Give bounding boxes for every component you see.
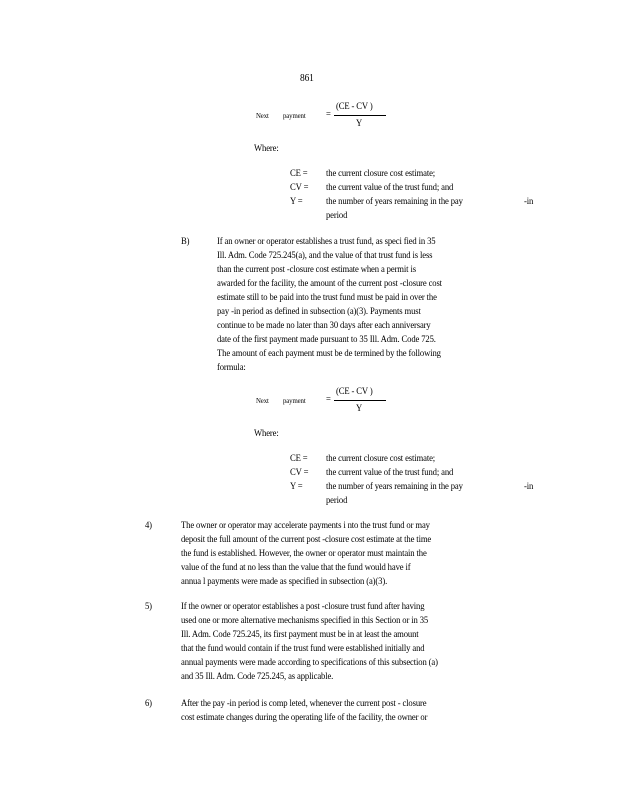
formula-numerator: (CE - CV ) [336, 386, 373, 397]
definition-text-tail: -in [524, 196, 534, 207]
definition-text-cont: period [326, 210, 348, 221]
paragraph-line: annual payments were made according to specifications of this subsection (a) [181, 657, 438, 668]
definition-symbol: CV = [290, 182, 309, 193]
formula-numerator: (CE - CV ) [336, 101, 373, 112]
definition-text: the number of years remaining in the pay [326, 196, 463, 207]
formula-lhs-next: Next [256, 111, 269, 120]
definition-symbol: CE = [290, 453, 308, 464]
paragraph-line: date of the first payment made pursuant to 35 Ill. Adm. Code 725. [217, 334, 436, 345]
paragraph-line: used one or more alternative mechanisms specified in this Section or in 35 [181, 615, 429, 626]
paragraph-line: cost estimate changes during the operating life of the facility, the owner or [181, 712, 428, 723]
definition-text-cont: period [326, 495, 348, 506]
item-label: 5) [145, 601, 152, 612]
definition-text: the current closure cost estimate; [326, 453, 436, 464]
paragraph-line: The owner or operator may accelerate payments i nto the trust fund or may [181, 520, 430, 531]
definition-symbol: CV = [290, 467, 309, 478]
item-label: 6) [145, 698, 152, 709]
paragraph-line: The amount of each payment must be de termined by the following [217, 348, 441, 359]
where-label: Where: [254, 143, 279, 154]
fraction-bar [334, 400, 386, 401]
formula-denominator: Y [356, 403, 363, 414]
paragraph-line: that the fund would contain if the trust fund were established initially and [181, 643, 425, 654]
definition-text: the current closure cost estimate; [326, 168, 436, 179]
paragraph-line: formula: [217, 362, 246, 373]
formula-lhs-payment: payment [283, 111, 306, 120]
formula-equals: = [326, 109, 331, 120]
paragraph-line: awarded for the facility, the amount of the current post -closure cost [217, 278, 442, 289]
paragraph-line: After the pay -in period is comp leted, whenever the current post - closure [181, 698, 427, 709]
paragraph-line: If an owner or operator establishes a trust fund, as speci fied in 35 [217, 236, 436, 247]
item-label: B) [181, 236, 190, 247]
formula-denominator: Y [356, 118, 363, 129]
fraction-bar [334, 115, 386, 116]
paragraph-line: continue to be made no later than 30 days after each anniversary [217, 320, 431, 331]
paragraph-line: than the current post -closure cost estimate when a permit is [217, 264, 416, 275]
definition-text: the current value of the trust fund; and [326, 182, 454, 193]
paragraph-line: Ill. Adm. Code 725.245, its first payment must be in at least the amount [181, 629, 419, 640]
definition-symbol: CE = [290, 168, 308, 179]
definition-text-tail: -in [524, 481, 534, 492]
definition-symbol: Y = [290, 481, 303, 492]
formula-equals: = [326, 394, 331, 405]
definition-text: the current value of the trust fund; and [326, 467, 454, 478]
paragraph-line: value of the fund at no less than the value that the fund would have if [181, 562, 411, 573]
paragraph-line: deposit the full amount of the current post -closure cost estimate at the time [181, 534, 432, 545]
where-label: Where: [254, 428, 279, 439]
paragraph-line: pay -in period as defined in subsection (a)(3). Payments must [217, 306, 421, 317]
paragraph-line: estimate still to be paid into the trust fund must be paid in over the [217, 292, 437, 303]
item-label: 4) [145, 520, 152, 531]
paragraph-line: annua l payments were made as specified in subsection (a)(3). [181, 576, 388, 587]
formula-lhs-next: Next [256, 396, 269, 405]
page-number: 861 [300, 73, 314, 84]
paragraph-line: the fund is established. However, the owner or operator must maintain the [181, 548, 427, 559]
definition-text: the number of years remaining in the pay [326, 481, 463, 492]
formula-lhs-payment: payment [283, 396, 306, 405]
definition-symbol: Y = [290, 196, 303, 207]
paragraph-line: If the owner or operator establishes a post -closure trust fund after having [181, 601, 425, 612]
paragraph-line: and 35 Ill. Adm. Code 725.245, as applicable. [181, 671, 334, 682]
paragraph-line: Ill. Adm. Code 725.245(a), and the value of that trust fund is less [217, 250, 433, 261]
